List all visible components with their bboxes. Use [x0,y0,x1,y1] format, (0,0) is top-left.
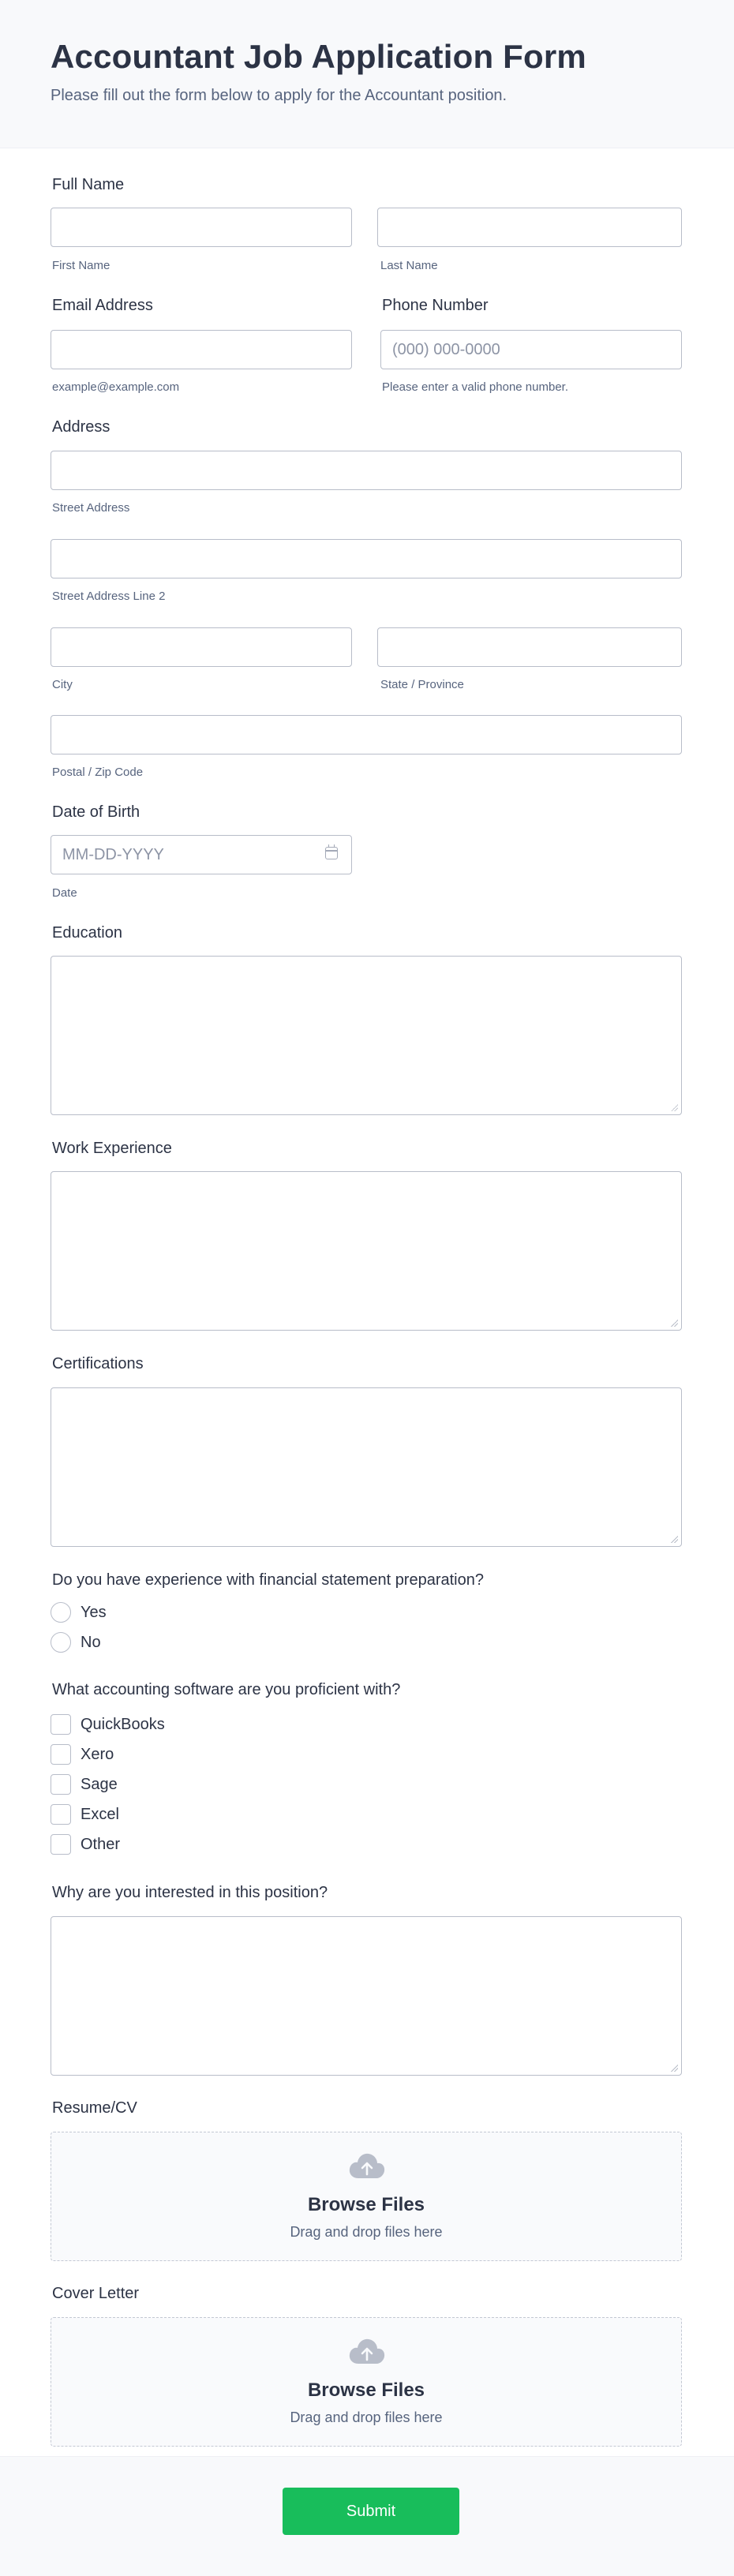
last-name-sublabel: Last Name [380,259,438,272]
resume-label: Resume/CV [52,2099,137,2117]
first-name-input[interactable] [51,208,352,247]
resize-handle-icon[interactable] [670,1103,678,1111]
resize-handle-icon[interactable] [670,1535,678,1543]
address-label: Address [52,418,110,436]
radio-label: No [81,1633,101,1651]
radio-option-yes[interactable] [51,1601,107,1623]
cloud-upload-icon [348,2337,386,2365]
dob-sublabel: Date [52,886,77,900]
dob-input[interactable] [51,835,352,874]
software-label: What accounting software are you proficient with? [52,1681,401,1698]
checkbox-label: QuickBooks [81,1715,165,1733]
page-subtitle: Please fill out the form below to apply for the Accountant position. [51,87,507,104]
checkbox-label: Excel [81,1805,119,1823]
resize-handle-icon[interactable] [670,1319,678,1327]
checkbox-label: Xero [81,1745,114,1763]
full-name-label: Full Name [52,176,125,193]
work-experience-label: Work Experience [52,1140,172,1157]
checkbox[interactable] [51,1834,71,1855]
email-input[interactable] [51,330,352,369]
city-sublabel: City [52,678,73,691]
education-label: Education [52,924,122,942]
resize-handle-icon[interactable] [670,2064,678,2072]
checkbox-option-xero[interactable] [51,1743,114,1765]
interest-label: Why are you interested in this position? [52,1884,328,1901]
checkbox-option-other[interactable] [51,1833,120,1855]
drag-drop-hint: Drag and drop files here [290,2224,443,2240]
work-experience-textarea[interactable] [51,1171,682,1331]
radio-button[interactable] [51,1602,71,1623]
cloud-upload-icon [348,2151,386,2180]
email-label: Email Address [52,297,153,314]
email-sublabel: example@example.com [52,380,180,394]
postal-code-input[interactable] [51,715,682,754]
checkbox-option-sage[interactable] [51,1773,118,1795]
dob-label: Date of Birth [52,803,140,821]
street-address-sublabel: Street Address [52,501,130,515]
financial-experience-label: Do you have experience with financial statement preparation? [52,1571,484,1589]
checkbox[interactable] [51,1744,71,1765]
radio-option-no[interactable] [51,1631,101,1653]
checkbox-option-excel[interactable] [51,1803,119,1825]
drag-drop-hint: Drag and drop files here [290,2409,443,2425]
phone-input[interactable] [380,330,682,369]
certifications-textarea[interactable] [51,1387,682,1547]
submit-button[interactable]: Submit [283,2488,459,2535]
street-address-line2-sublabel: Street Address Line 2 [52,590,166,603]
radio-button[interactable] [51,1632,71,1653]
state-sublabel: State / Province [380,678,464,691]
checkbox-option-quickbooks[interactable] [51,1713,165,1735]
street-address-line2-input[interactable] [51,539,682,578]
last-name-input[interactable] [377,208,682,247]
calendar-icon[interactable] [325,847,338,859]
interest-textarea[interactable] [51,1916,682,2076]
street-address-input[interactable] [51,451,682,490]
checkbox-label: Other [81,1835,121,1853]
form-header [0,0,734,148]
state-input[interactable] [377,627,682,667]
postal-code-sublabel: Postal / Zip Code [52,766,144,779]
browse-files-button[interactable]: Browse Files [307,2194,425,2215]
cover-letter-label: Cover Letter [52,2285,140,2302]
page-title: Accountant Job Application Form [51,38,586,75]
checkbox-label: Sage [81,1775,118,1793]
checkbox[interactable] [51,1774,71,1795]
phone-sublabel: Please enter a valid phone number. [382,380,568,394]
browse-files-button[interactable]: Browse Files [307,2379,425,2401]
resume-upload-dropzone[interactable] [51,2132,682,2261]
first-name-sublabel: First Name [52,259,110,272]
education-textarea[interactable] [51,956,682,1115]
city-input[interactable] [51,627,352,667]
checkbox[interactable] [51,1804,71,1825]
phone-label: Phone Number [382,297,489,314]
cover-letter-upload-dropzone[interactable] [51,2317,682,2447]
checkbox[interactable] [51,1714,71,1735]
radio-label: Yes [81,1603,107,1621]
certifications-label: Certifications [52,1355,144,1372]
